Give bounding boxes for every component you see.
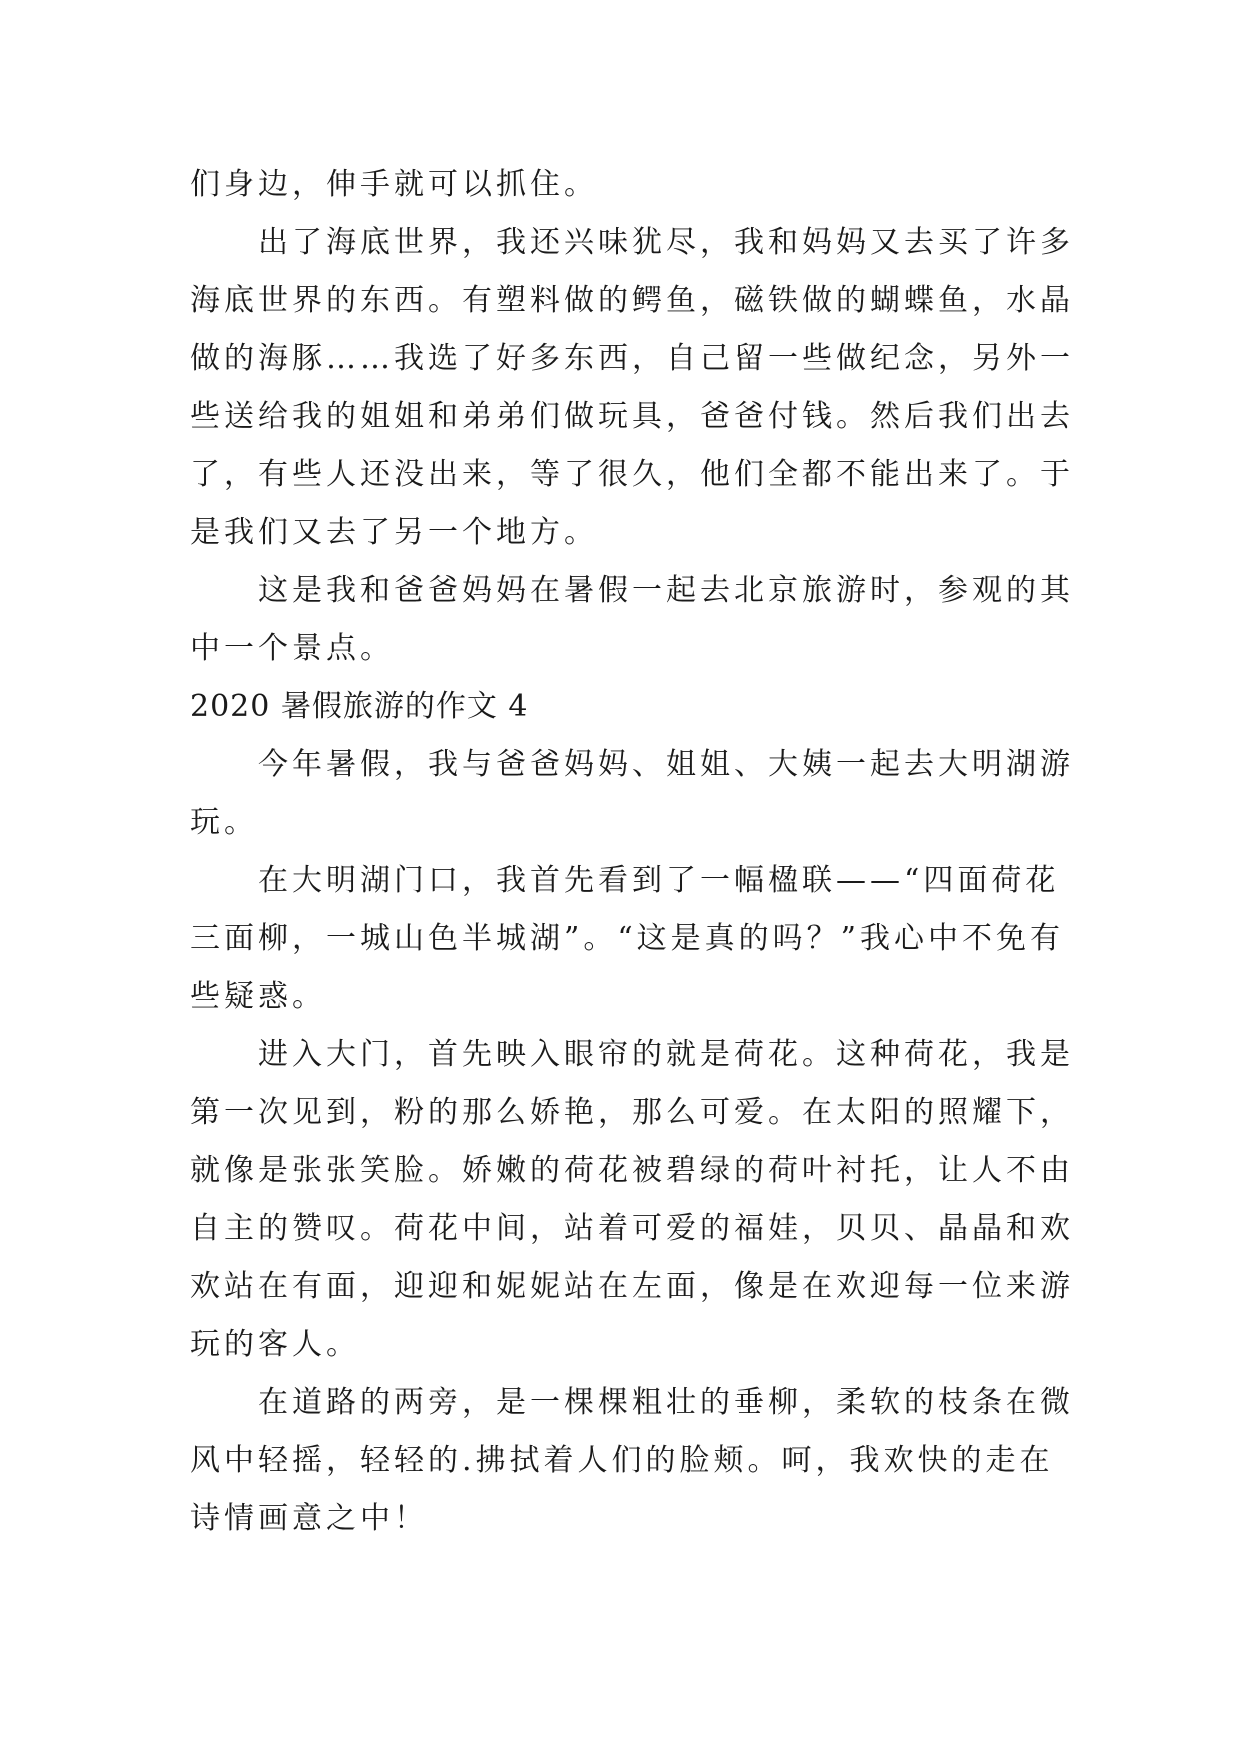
text-line: 是我们又去了另一个地方。 xyxy=(190,515,598,550)
text-line: 这是我和爸爸妈妈在暑假一起去北京旅游时，参观的其 xyxy=(258,573,1074,608)
text-line: 玩的客人。 xyxy=(190,1327,360,1362)
text-line: 今年暑假，我与爸爸妈妈、姐姐、大姨一起去大明湖游 xyxy=(258,747,1074,782)
text-line: 就像是张张笑脸。娇嫩的荷花被碧绿的荷叶衬托，让人不由 xyxy=(190,1153,1074,1188)
text-line: 诗情画意之中！ xyxy=(190,1501,428,1536)
section-title: 2020 暑假旅游的作文 4 xyxy=(190,689,529,724)
paragraph-willows xyxy=(190,1374,1074,1548)
text-line: 出了海底世界，我还兴味犹尽，我和妈妈又去买了许多 xyxy=(258,225,1074,260)
paragraph-intro xyxy=(190,736,1074,852)
text-line: 做的海豚……我选了好多东西，自己留一些做纪念，另外一 xyxy=(190,341,1074,376)
text-line: 玩。 xyxy=(190,805,258,840)
text-line: 欢站在有面，迎迎和妮妮站在左面，像是在欢迎每一位来游 xyxy=(190,1269,1074,1304)
text-column xyxy=(190,156,1074,1548)
text-line: 些送给我的姐姐和弟弟们做玩具，爸爸付钱。然后我们出去 xyxy=(190,399,1074,434)
text-line: 了，有些人还没出来，等了很久，他们全都不能出来了。于 xyxy=(190,457,1074,492)
paragraph-lotus xyxy=(190,1026,1074,1374)
text-line: 自主的赞叹。荷花中间，站着可爱的福娃，贝贝、晶晶和欢 xyxy=(190,1211,1074,1246)
text-line: 进入大门，首先映入眼帘的就是荷花。这种荷花，我是 xyxy=(258,1037,1074,1072)
text-line: 在大明湖门口，我首先看到了一幅楹联——“四面荷花 xyxy=(258,863,1060,898)
paragraph-continuation xyxy=(190,156,1070,214)
text-line: 第一次见到，粉的那么娇艳，那么可爱。在太阳的照耀下， xyxy=(190,1095,1074,1130)
text-line: 三面柳，一城山色半城湖”。“这是真的吗？”我心中不免有 xyxy=(190,921,1065,956)
text-line: 海底世界的东西。有塑料做的鳄鱼，磁铁做的蝴蝶鱼，水晶 xyxy=(190,283,1074,318)
text-line: 些疑惑。 xyxy=(190,979,326,1014)
paragraph-conclusion xyxy=(190,562,1074,678)
text-line: 们身边，伸手就可以抓住。 xyxy=(190,167,598,202)
text-line: 在道路的两旁，是一棵棵粗壮的垂柳，柔软的枝条在微 xyxy=(258,1385,1074,1420)
text-line: 中一个景点。 xyxy=(190,631,394,666)
paragraph-shopping xyxy=(190,214,1074,562)
text-line: 风中轻摇，轻轻的.拂拭着人们的脸颊。呵，我欢快的走在 xyxy=(190,1443,1054,1478)
paragraph-gate xyxy=(190,852,1070,1026)
